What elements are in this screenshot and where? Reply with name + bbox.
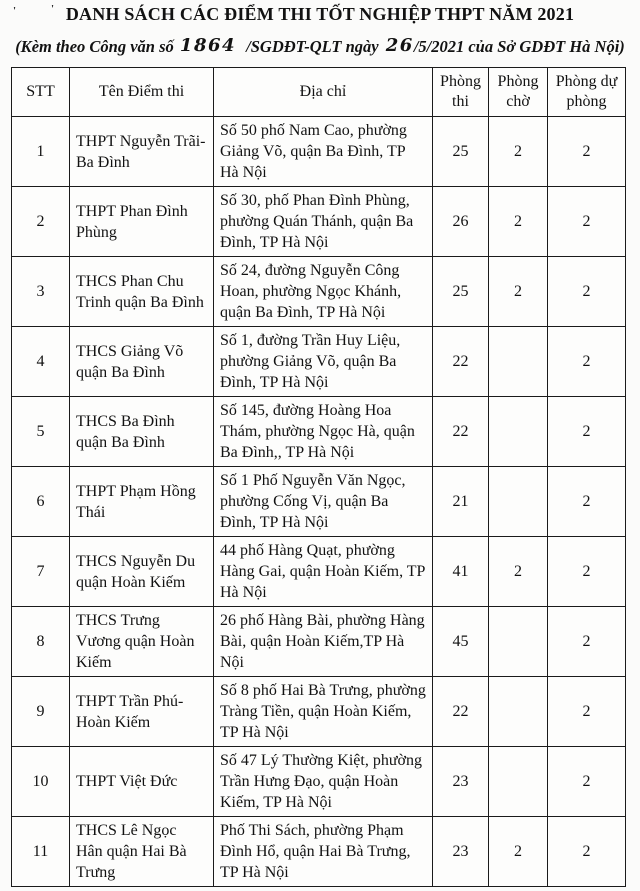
- cell-reserve-rooms: 2: [548, 467, 626, 537]
- cell-site-name: THCS Lê Ngọc Hân quận Hai Bà Trưng: [70, 817, 214, 887]
- cell-site-name: THPT Phạm Hồng Thái: [70, 467, 214, 537]
- table-row: [12, 537, 626, 607]
- table-row: [12, 117, 626, 187]
- cell-address: Số 8 phố Hai Bà Trưng, phường Tràng Tiền, quận Hoàn Kiếm, TP Hà Nội: [214, 677, 433, 747]
- cell-waiting-rooms: 2: [489, 257, 548, 327]
- cell-waiting-rooms: [489, 327, 548, 397]
- cell-address: Số 24, đường Nguyễn Công Hoan, phường Ngọc Khánh, quận Ba Đình, TP Hà Nội: [214, 257, 433, 327]
- subtitle-middle: /SGDĐT-QLT ngày: [246, 37, 379, 56]
- header-address: Địa chỉ: [214, 68, 433, 117]
- cell-address: Số 47 Lý Thường Kiệt, phường Trần Hưng Đạo, quận Hoàn Kiếm, TP Hà Nội: [214, 747, 433, 817]
- cell-exam-rooms: 25: [433, 117, 489, 187]
- cell-exam-rooms: 41: [433, 537, 489, 607]
- cell-address: Số 30, phố Phan Đình Phùng, phường Quán Thánh, quận Ba Đình, TP Hà Nội: [214, 187, 433, 257]
- subtitle-prefix: (Kèm theo Công văn số: [15, 37, 174, 56]
- cell-waiting-rooms: 2: [489, 537, 548, 607]
- cell-site-name: THCS Phan Chu Trinh quận Ba Đình: [70, 257, 214, 327]
- document-title: DANH SÁCH CÁC ĐIỂM THI TỐT NGHIỆP THPT NĂM 2021: [65, 4, 575, 24]
- cell-reserve-rooms: 2: [548, 257, 626, 327]
- cell-waiting-rooms: [489, 467, 548, 537]
- cell-stt: 8: [12, 607, 70, 677]
- scan-artifact-mark: ': [13, 5, 17, 17]
- cell-stt: 7: [12, 537, 70, 607]
- cell-waiting-rooms: [489, 397, 548, 467]
- cell-stt: 4: [12, 327, 70, 397]
- table-row: [12, 817, 626, 887]
- document-subtitle: [4, 36, 636, 57]
- cell-address: Số 50 phố Nam Cao, phường Giảng Võ, quận Ba Đình, TP Hà Nội: [214, 117, 433, 187]
- cell-waiting-rooms: [489, 747, 548, 817]
- header-exam-rooms: Phòng thi: [433, 68, 489, 117]
- cell-stt: 10: [12, 747, 70, 817]
- cell-site-name: THCS Giảng Võ quận Ba Đình: [70, 327, 214, 397]
- cell-stt: 6: [12, 467, 70, 537]
- cell-site-name: THCS Ba Đình quận Ba Đình: [70, 397, 214, 467]
- cell-site-name: THCS Nguyễn Du quận Hoàn Kiếm: [70, 537, 214, 607]
- table-header-row: [12, 68, 626, 117]
- cell-address: 26 phố Hàng Bài, phường Hàng Bài, quận Hoàn Kiếm,TP Hà Nội: [214, 607, 433, 677]
- cell-site-name: THPT Nguyễn Trãi-Ba Đình: [70, 117, 214, 187]
- cell-exam-rooms: 22: [433, 677, 489, 747]
- cell-address: Phố Thi Sách, phường Phạm Đình Hổ, quận Hai Bà Trưng, TP Hà Nội: [214, 817, 433, 887]
- cell-stt: 9: [12, 677, 70, 747]
- cell-reserve-rooms: 2: [548, 397, 626, 467]
- cell-exam-rooms: 22: [433, 397, 489, 467]
- cell-reserve-rooms: 2: [548, 187, 626, 257]
- table-row: [12, 187, 626, 257]
- cell-reserve-rooms: 2: [548, 537, 626, 607]
- cell-stt: 2: [12, 187, 70, 257]
- exam-sites-table: [11, 67, 626, 887]
- table-row: [12, 467, 626, 537]
- cell-exam-rooms: 23: [433, 817, 489, 887]
- subtitle-suffix: /5/2021 của Sở GDĐT Hà Nội): [413, 37, 625, 56]
- table-row: [12, 747, 626, 817]
- table-row: [12, 327, 626, 397]
- cell-site-name: THPT Phan Đình Phùng: [70, 187, 214, 257]
- cell-site-name: THCS Trưng Vương quận Hoàn Kiếm: [70, 607, 214, 677]
- cell-stt: 11: [12, 817, 70, 887]
- table-row: [12, 677, 626, 747]
- cell-waiting-rooms: 2: [489, 817, 548, 887]
- header-site-name: Tên Điểm thi: [70, 68, 214, 117]
- cell-exam-rooms: 22: [433, 327, 489, 397]
- cell-exam-rooms: 25: [433, 257, 489, 327]
- cell-stt: 5: [12, 397, 70, 467]
- cell-reserve-rooms: 2: [548, 327, 626, 397]
- cell-address: 44 phố Hàng Quạt, phường Hàng Gai, quận Hoàn Kiếm, TP Hà Nội: [214, 537, 433, 607]
- cell-site-name: THPT Việt Đức: [70, 747, 214, 817]
- cell-site-name: THPT Trần Phú-Hoàn Kiếm: [70, 677, 214, 747]
- cell-waiting-rooms: [489, 677, 548, 747]
- cell-exam-rooms: 23: [433, 747, 489, 817]
- cell-reserve-rooms: 2: [548, 677, 626, 747]
- handwritten-document-number: 1864: [179, 35, 237, 56]
- header-stt: STT: [12, 68, 70, 117]
- cell-exam-rooms: 45: [433, 607, 489, 677]
- cell-waiting-rooms: 2: [489, 117, 548, 187]
- cell-exam-rooms: 26: [433, 187, 489, 257]
- cell-address: Số 145, đường Hoàng Hoa Thám, phường Ngọc Hà, quận Ba Đình,, TP Hà Nội: [214, 397, 433, 467]
- cell-exam-rooms: 21: [433, 467, 489, 537]
- cell-reserve-rooms: 2: [548, 817, 626, 887]
- scan-artifact-mark: ': [51, 3, 55, 15]
- table-row: [12, 257, 626, 327]
- cell-address: Số 1 Phố Nguyễn Văn Ngọc, phường Cống Vị, quận Ba Đình, TP Hà Nội: [214, 467, 433, 537]
- table-row: [12, 607, 626, 677]
- cell-address: Số 1, đường Trần Huy Liệu, phường Giảng Võ, quận Ba Đình, TP Hà Nội: [214, 327, 433, 397]
- cell-reserve-rooms: 2: [548, 117, 626, 187]
- cell-waiting-rooms: [489, 607, 548, 677]
- header-waiting-rooms: Phòng chờ: [489, 68, 548, 117]
- cell-stt: 1: [12, 117, 70, 187]
- table-row: [12, 397, 626, 467]
- cell-stt: 3: [12, 257, 70, 327]
- cell-reserve-rooms: 2: [548, 607, 626, 677]
- cell-waiting-rooms: 2: [489, 187, 548, 257]
- cell-reserve-rooms: 2: [548, 747, 626, 817]
- handwritten-day: 26: [385, 35, 414, 56]
- header-reserve-rooms: Phòng dự phòng: [548, 68, 626, 117]
